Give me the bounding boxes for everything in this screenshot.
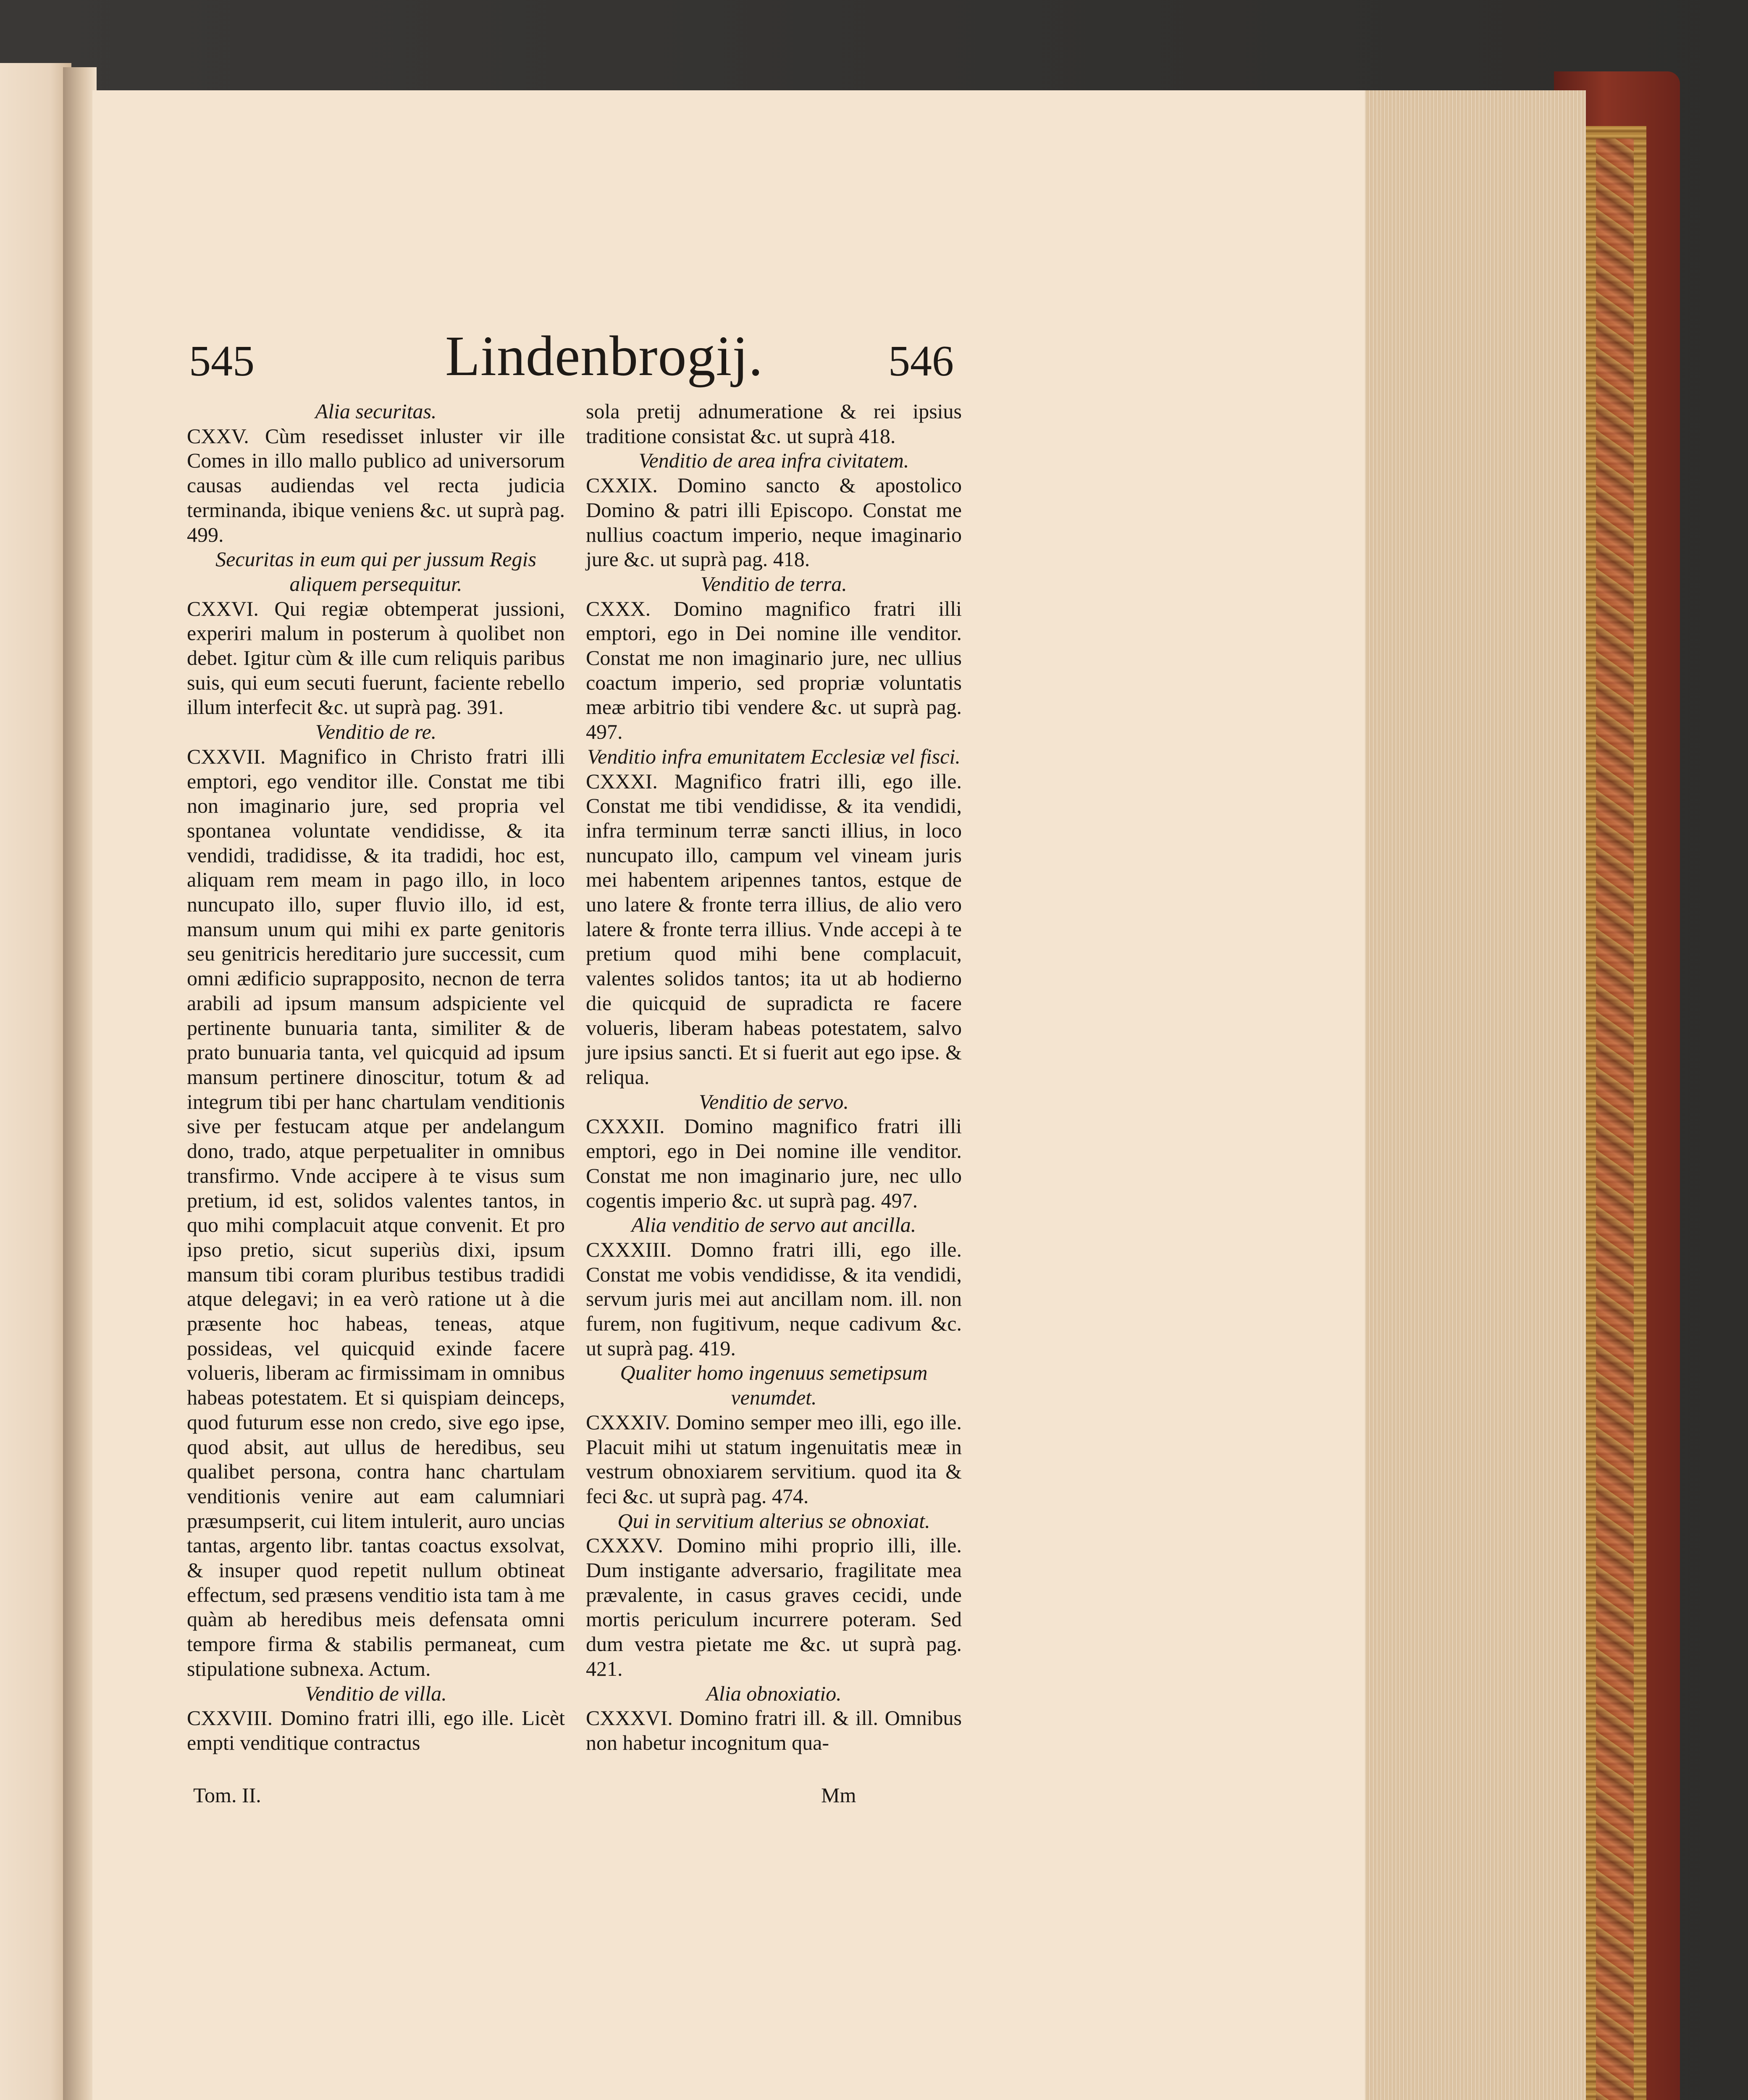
- paragraph: CXXV. Cùm resedisset inluster vir ille Comes in illo mallo publico ad universorum causas audiendas vel recta judicia terminanda, ibique veniens &c. ut suprà pag. 499.: [187, 424, 565, 546]
- right-page-number: 546: [888, 337, 954, 385]
- book-gutter: [63, 67, 97, 2100]
- paragraph: CXXX. Domino magnifico fratri illi emptori, ego in Dei nomine ille venditor. Constat me non imaginario jure, nec ullius coactum imperio, sed propriæ voluntatis meæ arbitrio tibi vendere &c. ut suprà pag. 497.: [586, 596, 962, 744]
- paragraph: CXXXV. Domino mihi proprio illi, ille. Dum instigante adversario, fragilitate mea prævalente, in casus graves cecidi, unde mortis periculum incurrere poteram. Sed dum vestra pietate me &c. ut suprà pag. 421.: [586, 1533, 962, 1680]
- signature-mark: Mm: [821, 1783, 856, 1807]
- paragraph: sola pretij adnumeratione & rei ipsius traditione consistat &c. ut suprà 418.: [586, 399, 962, 448]
- section-heading: Qui in servitium alterius se obnoxiat.: [617, 1509, 930, 1533]
- section-heading: Venditio de servo.: [699, 1089, 849, 1113]
- section-heading: Alia obnoxiatio.: [706, 1681, 842, 1705]
- volume-mark: Tom. II.: [193, 1783, 261, 1807]
- section-heading: Venditio de terra.: [701, 572, 847, 596]
- left-text-column: [187, 399, 565, 1755]
- section-heading: Venditio de villa.: [305, 1681, 447, 1705]
- paragraph: CXXVI. Qui regiæ obtemperat jussioni, experiri malum in posterum à quolibet non debet. Igitur cùm & ille cum reliquis paribus suis, qui eum secuti fuerunt, faciente rebello illum interfecit &c. ut suprà pag. 391.: [187, 596, 565, 719]
- section-heading: Securitas in eum qui per jussum Regis aliquem persequitur.: [215, 547, 536, 596]
- paragraph: CXXVIII. Domino fratri illi, ego ille. Licèt empti venditique contractus: [187, 1706, 565, 1754]
- paragraph: CXXXII. Domino magnifico fratri illi emptori, ego in Dei nomine ille venditor. Constat me non imaginario jure, nec ullo cogentis imperio &c. ut suprà pag. 497.: [586, 1114, 962, 1212]
- section-heading: Venditio infra emunitatem Ecclesiæ vel fisci.: [587, 744, 961, 768]
- paragraph: CXXVII. Magnifico in Christo fratri illi emptori, ego venditor ille. Constat me tibi non imaginario jure, sed propria vel spontanea voluntate vendidisse, & ita vendidi, tradidisse, & ita tradidi, hoc est, aliquam rem meam in pago illo, in loco nuncupato illo, super fluvio illo, id est, mansum unum qui mihi ex parte genitoris seu genitricis hereditario jure successit, cum omni ædificio suprapposito, necnon de terra arabili ad ipsum mansum adspiciente vel pertinente bunuaria tanta, similiter & de prato bunuaria tanta, vel quicquid ad ipsum mansum pertinere dinoscitur, totum & ad integrum tibi per hanc chartulam venditionis sive per festucam atque per andelangum dono, trado, atque perpetualiter in omnibus transfirmo. Vnde accipere à te visus sum pretium, id est, solidos valentes tantos, in quo mihi complacuit atque convenit. Et pro ipso pretio, sicut superiùs dixi, ipsum mansum tibi coram pluribus testibus tradidi atque delegavi; in ea verò ratione ut à die præsente hoc habeas, teneas, atque possideas, vel quicquid exinde facere volueris, liberam ac firmissimam in omnibus habeas potestatem. Et si quispiam deinceps, quod futurum esse non credo, sive ego ipse, quod absit, aut ullus de heredibus, seu qualibet persona, contra hanc chartulam venditionis venire aut eam calumniari præsumpserit, cui litem intulerit, auro uncias tantas, argento libr. tantas coactus exsolvat, & insuper quod repetit nullum obtineat effectum, sed præsens venditio ista tam à me quàm ab heredibus meis defensata omni tempore firma & stabilis permaneat, cum stipulatione subnexa. Actum.: [187, 744, 565, 1680]
- paragraph: CXXXI. Magnifico fratri illi, ego ille. Constat me tibi vendidisse, & ita vendidi, infra terminum terræ sancti illius, in loco nuncupato illo, campum vel vineam juris mei habentem aripennes tantos, estque de uno latere & fronte terra illius, de alio vero latere & fronte terra illius. Vnde accepi à te pretium quod mihi bene complacuit, valentes solidos tantos; ita ut ab hodierno die quicquid de supradicta re facere volueris, liberam habeas potestatem, salvo jure ipsius sancti. Et si fuerit aut ego ipse. & reliqua.: [586, 769, 962, 1089]
- running-title: Lindenbrogij.: [445, 325, 764, 388]
- left-page-number: 545: [189, 337, 255, 385]
- right-text-column: [586, 399, 962, 1755]
- section-heading: Venditio de area infra civitatem.: [638, 449, 909, 472]
- marbled-endpaper: [1596, 139, 1634, 2100]
- paragraph: CXXXIV. Domino semper meo illi, ego ille. Placuit mihi ut statum ingenuitatis meæ in vestrum obnoxiarem servitium. quod ita & feci &c. ut suprà pag. 474.: [586, 1410, 962, 1508]
- section-heading: Alia securitas.: [315, 399, 437, 423]
- paragraph: CXXXVI. Domino fratri ill. & ill. Omnibus non habetur incognitum qua-: [586, 1706, 962, 1754]
- left-page-edge: [0, 63, 71, 2100]
- section-heading: Qualiter homo ingenuus semetipsum venumdet.: [620, 1361, 928, 1410]
- section-heading: Alia venditio de servo aut ancilla.: [631, 1213, 916, 1237]
- page-block-fore-edge: [1361, 90, 1586, 2100]
- paragraph: CXXIX. Domino sancto & apostolico Domino & patri illi Episcopo. Constat me nullius coactum imperio, neque imaginario jure &c. ut suprà pag. 418.: [586, 473, 962, 571]
- paragraph: CXXXIII. Domno fratri illi, ego ille. Constat me vobis vendidisse, & ita vendidi, servum juris mei aut ancillam nom. ill. non furem, non fugitivum, neque cadivum &c. ut suprà pag. 419.: [586, 1237, 962, 1360]
- section-heading: Venditio de re.: [315, 720, 437, 744]
